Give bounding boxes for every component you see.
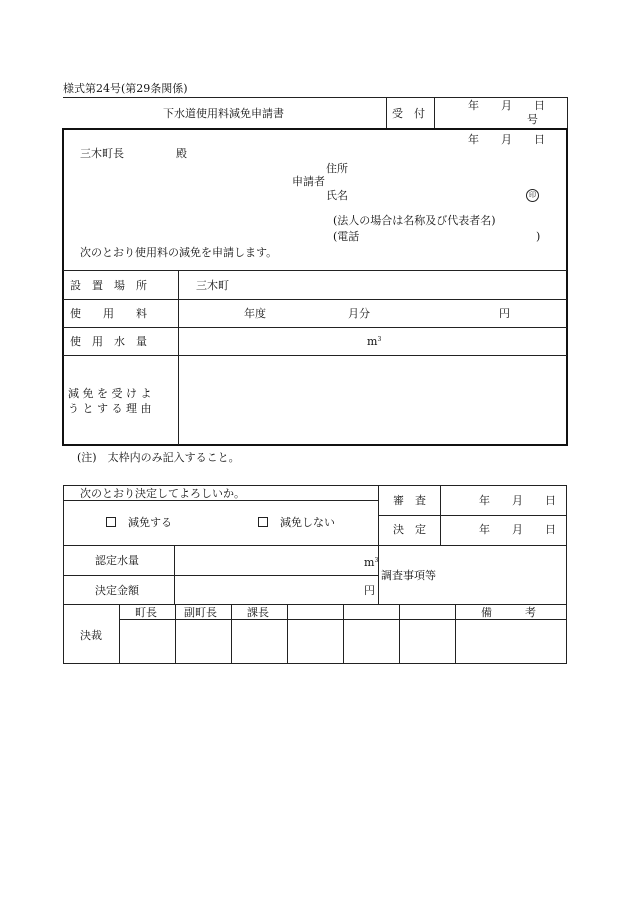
decision-prompt: 次のとおり決定してよろしいか。 bbox=[80, 487, 245, 500]
reception-date[interactable]: 年 月 日 bbox=[468, 99, 545, 112]
approval-mayor: 町長 bbox=[135, 606, 157, 619]
option-grant[interactable]: 減免する bbox=[106, 517, 172, 528]
approved-volume-unit[interactable]: $m^3$ bbox=[364, 556, 379, 569]
approval-label: 決裁 bbox=[80, 629, 102, 642]
fee-year[interactable]: 年度 bbox=[244, 307, 266, 320]
location-value[interactable]: 三木町 bbox=[196, 279, 229, 292]
reception-label: 受 付 bbox=[392, 107, 425, 120]
decided-amount-label: 決定金額 bbox=[95, 584, 139, 597]
phone-close: ) bbox=[536, 230, 541, 243]
location-label: 設 置 場 所 bbox=[70, 279, 147, 292]
water-unit[interactable]: $m^3$ bbox=[367, 335, 382, 348]
approval-vice-mayor: 副町長 bbox=[184, 606, 217, 619]
option-deny[interactable]: 減免しない bbox=[258, 517, 335, 528]
addressee: 三木町長 bbox=[80, 147, 124, 160]
reason-label-line2: う と す る 理 由 bbox=[68, 402, 152, 415]
application-date[interactable]: 年 月 日 bbox=[468, 133, 545, 146]
fee-month[interactable]: 月分 bbox=[348, 307, 370, 320]
applicant-label: 申請者 bbox=[292, 175, 325, 188]
request-text: 次のとおり使用料の減免を申請します。 bbox=[80, 246, 278, 259]
honorific: 殿 bbox=[176, 147, 187, 160]
checkbox-icon[interactable] bbox=[258, 517, 268, 527]
water-label: 使 用 水 量 bbox=[70, 335, 147, 348]
decide-date[interactable]: 年 月 日 bbox=[479, 523, 556, 536]
remarks-label: 備 考 bbox=[481, 606, 536, 619]
fee-yen[interactable]: 円 bbox=[499, 307, 510, 320]
review-date[interactable]: 年 月 日 bbox=[479, 494, 556, 507]
reception-number[interactable]: 号 bbox=[527, 113, 538, 126]
seal-mark: 印 bbox=[526, 189, 539, 202]
investigation-label: 調査事項等 bbox=[381, 569, 436, 582]
address-label: 住所 bbox=[326, 162, 348, 175]
form-title: 下水道使用料減免申請書 bbox=[163, 107, 284, 120]
review-label: 審 査 bbox=[393, 494, 426, 507]
fee-label: 使 用 料 bbox=[70, 307, 147, 320]
approval-section-chief: 課長 bbox=[247, 606, 269, 619]
note: (注) 太枠内のみ記入すること。 bbox=[77, 451, 240, 464]
decide-label: 決 定 bbox=[393, 523, 426, 536]
name-label: 氏名 bbox=[326, 189, 348, 202]
reason-label-line1: 減 免 を 受 け よ bbox=[68, 387, 152, 400]
form-number: 様式第24号(第29条関係) bbox=[63, 82, 188, 95]
corporate-note: (法人の場合は名称及び代表者名) bbox=[333, 214, 496, 227]
checkbox-icon[interactable] bbox=[106, 517, 116, 527]
phone-label: (電話 bbox=[333, 230, 360, 243]
decided-amount-unit[interactable]: 円 bbox=[364, 584, 375, 597]
approved-volume-label: 認定水量 bbox=[95, 554, 139, 567]
